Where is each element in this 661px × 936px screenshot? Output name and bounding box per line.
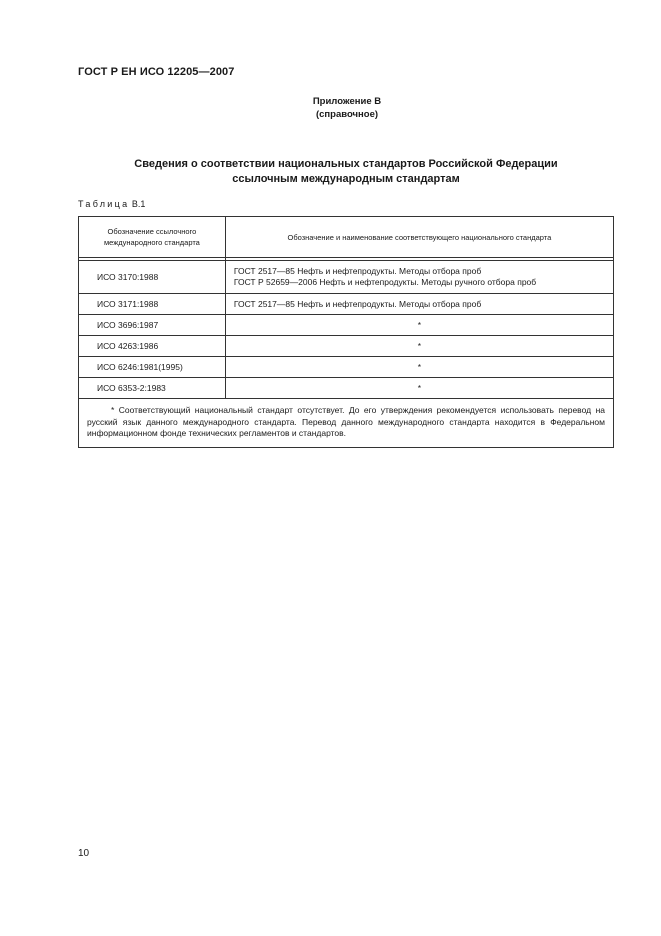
- international-standard-cell: ИСО 3171:1988: [79, 294, 226, 315]
- national-standard-cell: [225, 261, 613, 294]
- table-row: [79, 315, 614, 336]
- table-row: [79, 261, 614, 294]
- column-header-international-line-2: международного стандарта: [103, 238, 200, 247]
- table-footnote: [79, 399, 614, 448]
- section-title-line-2: ссылочным международным стандартам: [232, 173, 460, 185]
- footnote-text: * Соответствующий национальный стандарт отсутствует. До его утверждения рекомендуется использовать перевод на русский язык данного международного стандарта. Перевод данного международного стандарта находится в Федеральном информационном фонде технических регламентов и стандартов.: [87, 405, 605, 438]
- document-code-header: ГОСТ Р ЕН ИСО 12205—2007: [78, 66, 235, 78]
- table-caption: [78, 199, 145, 209]
- national-standard-line-1: ГОСТ 2517—85 Нефть и нефтепродукты. Методы отбора проб: [233, 266, 482, 276]
- page-number: 10: [78, 848, 90, 859]
- international-standard-cell: ИСО 3696:1987: [79, 315, 226, 336]
- national-standard-cell: ГОСТ 2517—85 Нефть и нефтепродукты. Методы отбора проб: [225, 294, 613, 315]
- column-header-national: Обозначение и наименование соответствующего национального стандарта: [225, 217, 613, 258]
- table-caption-prefix: Таблица: [78, 199, 130, 209]
- international-standard-cell: ИСО 4263:1986: [79, 336, 226, 357]
- appendix-subtitle: (справочное): [315, 109, 379, 120]
- national-standard-cell: *: [225, 378, 613, 399]
- national-standard-cell: *: [225, 336, 613, 357]
- international-standard-cell: ИСО 6246:1981(1995): [79, 357, 226, 378]
- table-header-row: [79, 217, 614, 258]
- table-note-row: [79, 399, 614, 448]
- table-row: [79, 294, 614, 315]
- international-standard-cell: ИСО 3170:1988: [79, 261, 226, 294]
- section-title-line-1: Сведения о соответствии национальных стандартов Российской Федерации: [134, 158, 558, 170]
- table-caption-number: В.1: [131, 199, 146, 209]
- column-header-international-line-1: Обозначение ссылочного: [107, 227, 197, 236]
- table-row: [79, 378, 614, 399]
- national-standard-line-2: ГОСТ Р 52659—2006 Нефть и нефтепродукты. Методы ручного отбора проб: [233, 277, 537, 287]
- table-row: [79, 357, 614, 378]
- national-standard-cell: *: [225, 357, 613, 378]
- column-header-international: [79, 217, 226, 258]
- international-standard-cell: ИСО 6353-2:1983: [79, 378, 226, 399]
- table-row: [79, 336, 614, 357]
- appendix-title: Приложение В: [312, 96, 382, 107]
- standards-correspondence-table: [78, 216, 614, 448]
- section-title: [78, 157, 614, 187]
- national-standard-cell: *: [225, 315, 613, 336]
- appendix-heading: [0, 95, 661, 121]
